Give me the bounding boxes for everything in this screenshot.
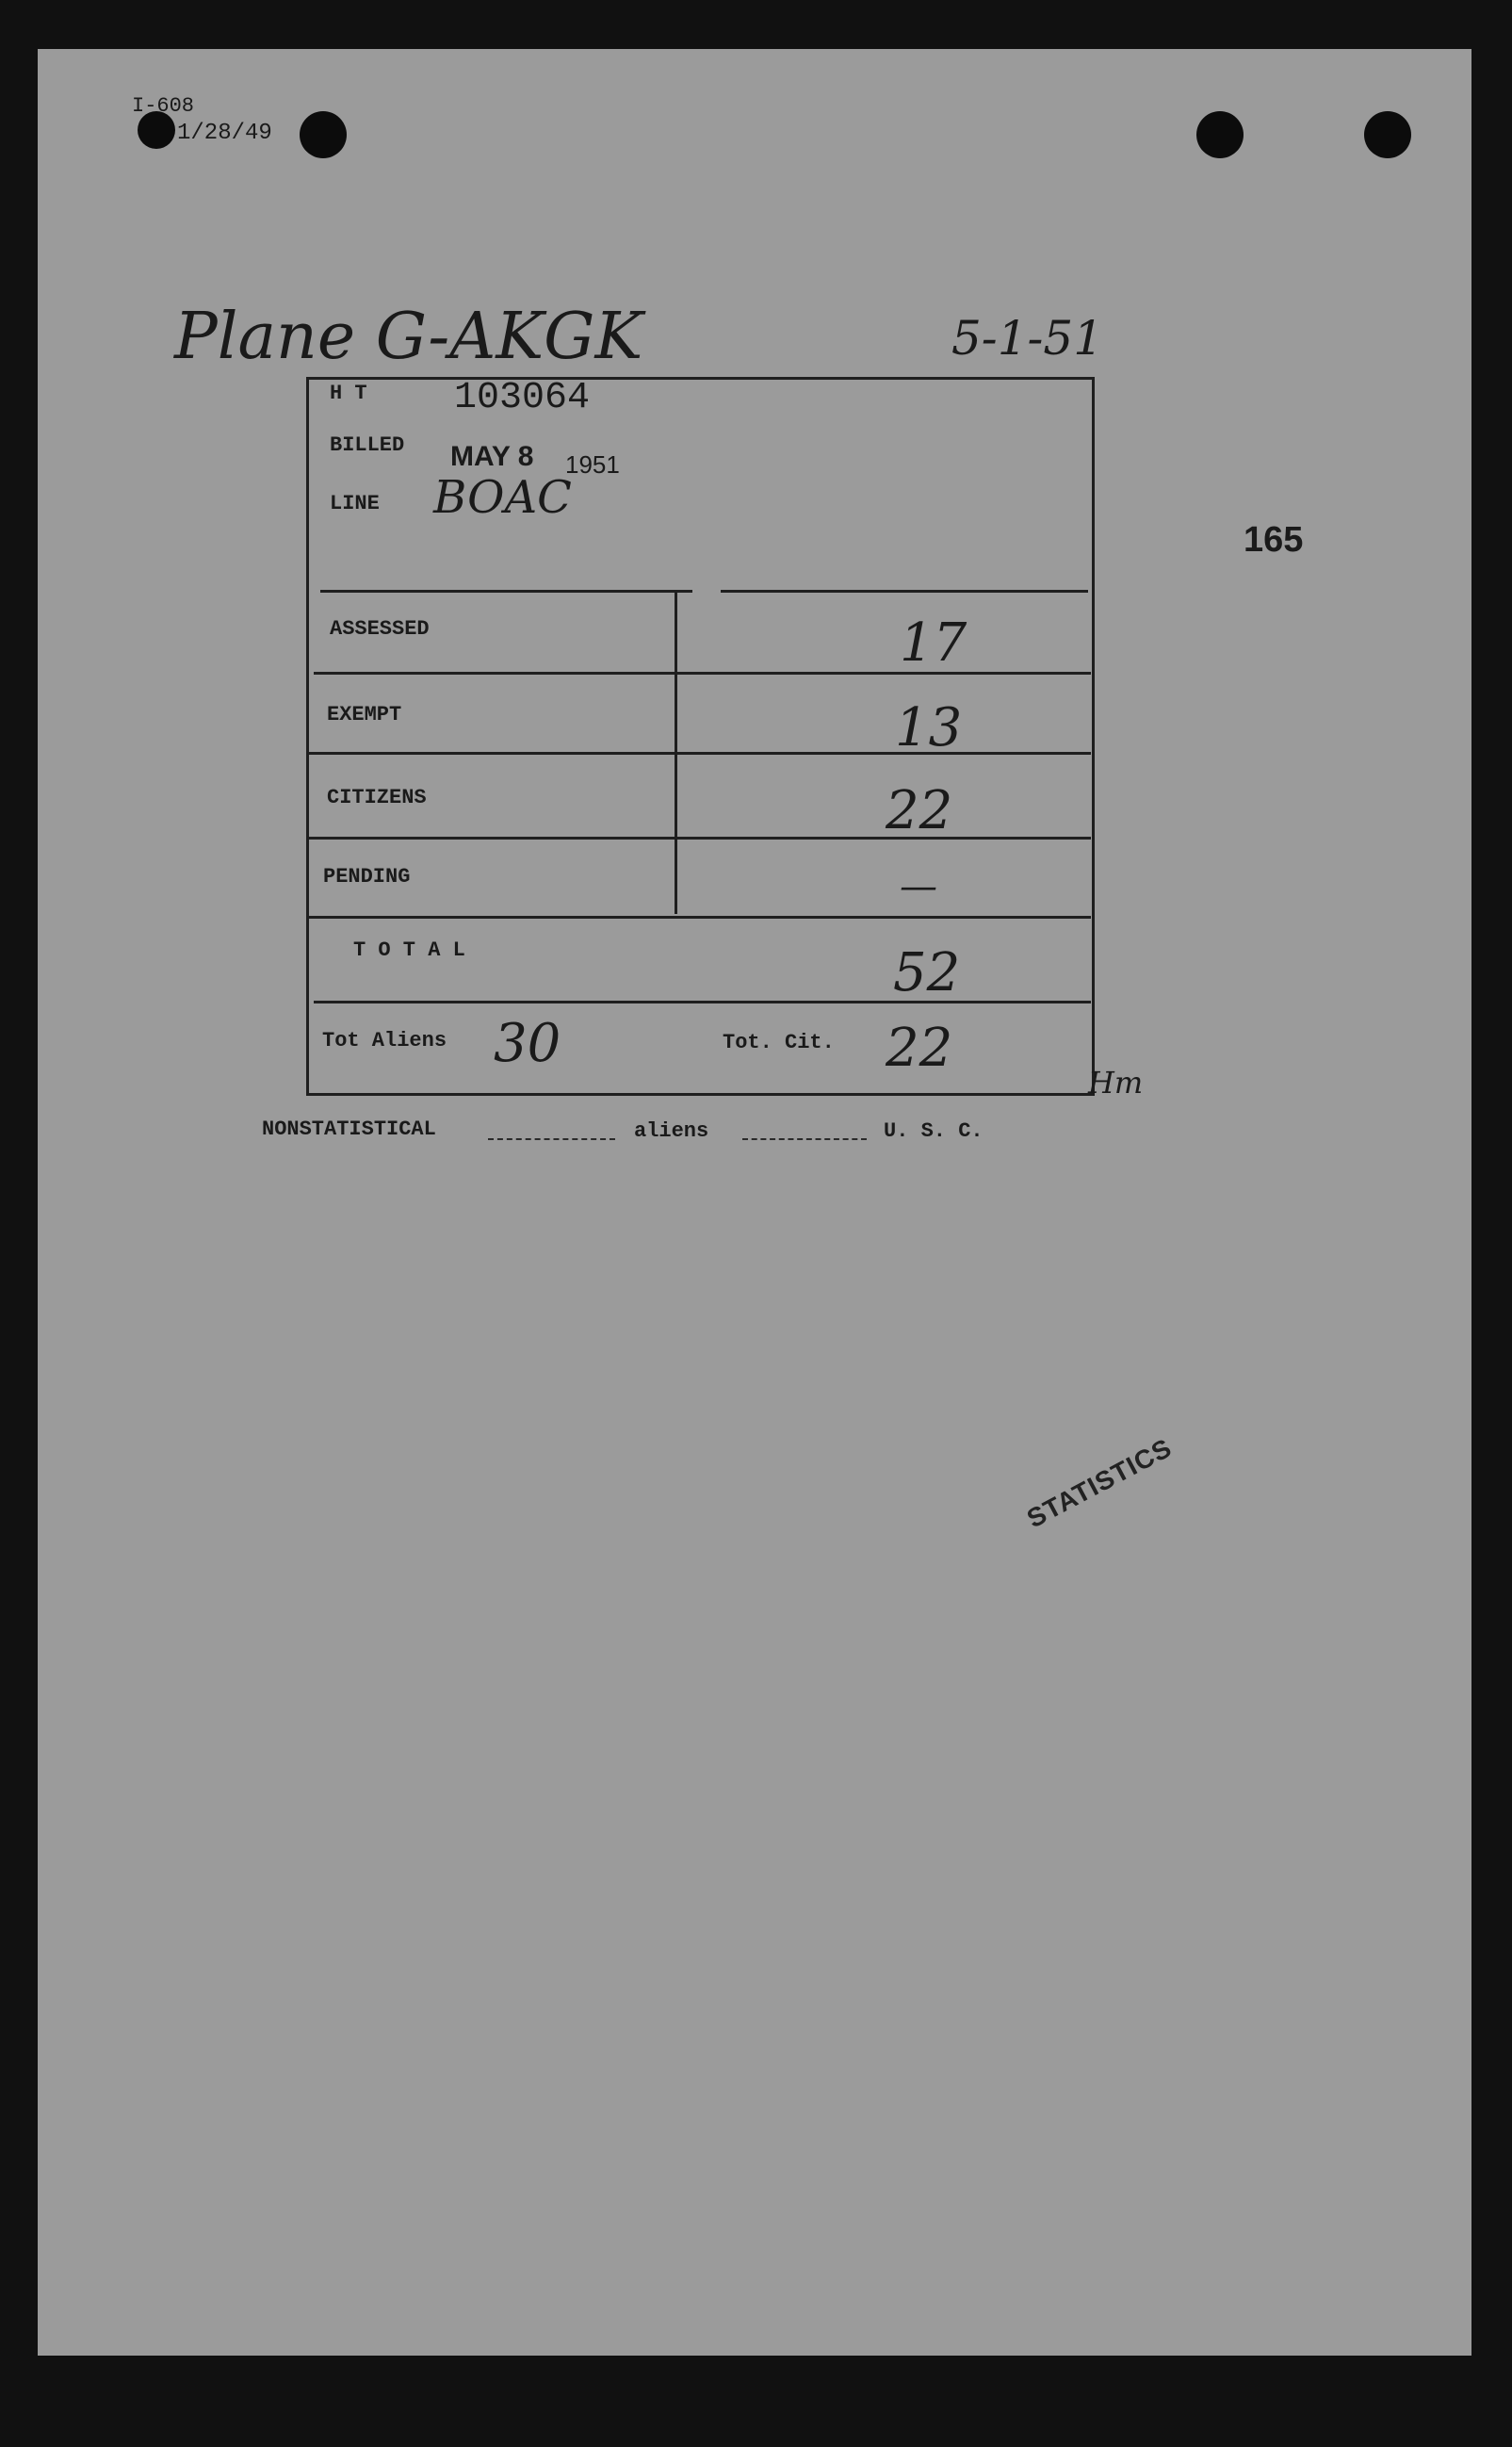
form-date: 1/28/49 bbox=[177, 121, 272, 146]
line-value: BOAC bbox=[433, 471, 572, 524]
billed-label: BILLED bbox=[330, 433, 405, 457]
usc-label: U. S. C. bbox=[884, 1119, 984, 1143]
punch-hole-left bbox=[300, 111, 347, 158]
billed-value: MAY 8 bbox=[450, 441, 534, 472]
row-divider-2 bbox=[309, 752, 1091, 755]
header-divider-right bbox=[721, 590, 1088, 593]
box-top bbox=[308, 377, 1095, 380]
document-sheet bbox=[38, 49, 1471, 2356]
statistics-stamp: STATISTICS bbox=[1022, 1432, 1177, 1534]
total-value: 52 bbox=[893, 942, 961, 1003]
aliens-label: aliens bbox=[634, 1119, 709, 1143]
page-number: 165 bbox=[1244, 520, 1304, 560]
initials: Hm bbox=[1088, 1065, 1144, 1101]
row-value-pending: — bbox=[900, 865, 937, 908]
tot-aliens-label: Tot Aliens bbox=[322, 1029, 447, 1052]
tot-aliens-value: 30 bbox=[494, 1013, 561, 1074]
row-label-assessed: ASSESSED bbox=[330, 617, 430, 641]
line-label: LINE bbox=[330, 492, 380, 515]
form-number: I-608 bbox=[132, 94, 195, 118]
plane-title: Plane G-AKGK bbox=[174, 300, 643, 374]
punch-hole-right-1 bbox=[1196, 111, 1244, 158]
tot-cit-label: Tot. Cit. bbox=[723, 1031, 835, 1054]
nonstatistical-blank bbox=[488, 1138, 615, 1140]
billed-year: 1951 bbox=[565, 450, 620, 479]
header-divider-left bbox=[320, 590, 692, 593]
box-right bbox=[1092, 377, 1095, 1095]
tot-cit-value: 22 bbox=[886, 1018, 953, 1079]
row-label-citizens: CITIZENS bbox=[327, 786, 427, 809]
row-divider-3 bbox=[309, 837, 1091, 840]
box-left bbox=[306, 377, 309, 1095]
row-value-exempt: 13 bbox=[895, 697, 963, 759]
handwritten-date: 5-1-51 bbox=[951, 311, 1104, 366]
row-divider-1 bbox=[314, 672, 1091, 675]
box-bottom bbox=[306, 1093, 1095, 1096]
ht-label: H T bbox=[330, 382, 367, 405]
row-label-pending: PENDING bbox=[323, 865, 411, 889]
row-value-assessed: 17 bbox=[900, 612, 967, 674]
ht-value: 103064 bbox=[454, 377, 591, 419]
aliens-blank bbox=[742, 1138, 867, 1140]
total-label: T O T A L bbox=[353, 938, 465, 962]
nonstatistical-label: NONSTATISTICAL bbox=[262, 1117, 436, 1141]
row-divider-5 bbox=[314, 1001, 1091, 1003]
row-divider-4 bbox=[309, 916, 1091, 919]
punch-hole-right-2 bbox=[1364, 111, 1411, 158]
row-value-citizens: 22 bbox=[886, 780, 953, 841]
row-label-exempt: EXEMPT bbox=[327, 703, 402, 726]
